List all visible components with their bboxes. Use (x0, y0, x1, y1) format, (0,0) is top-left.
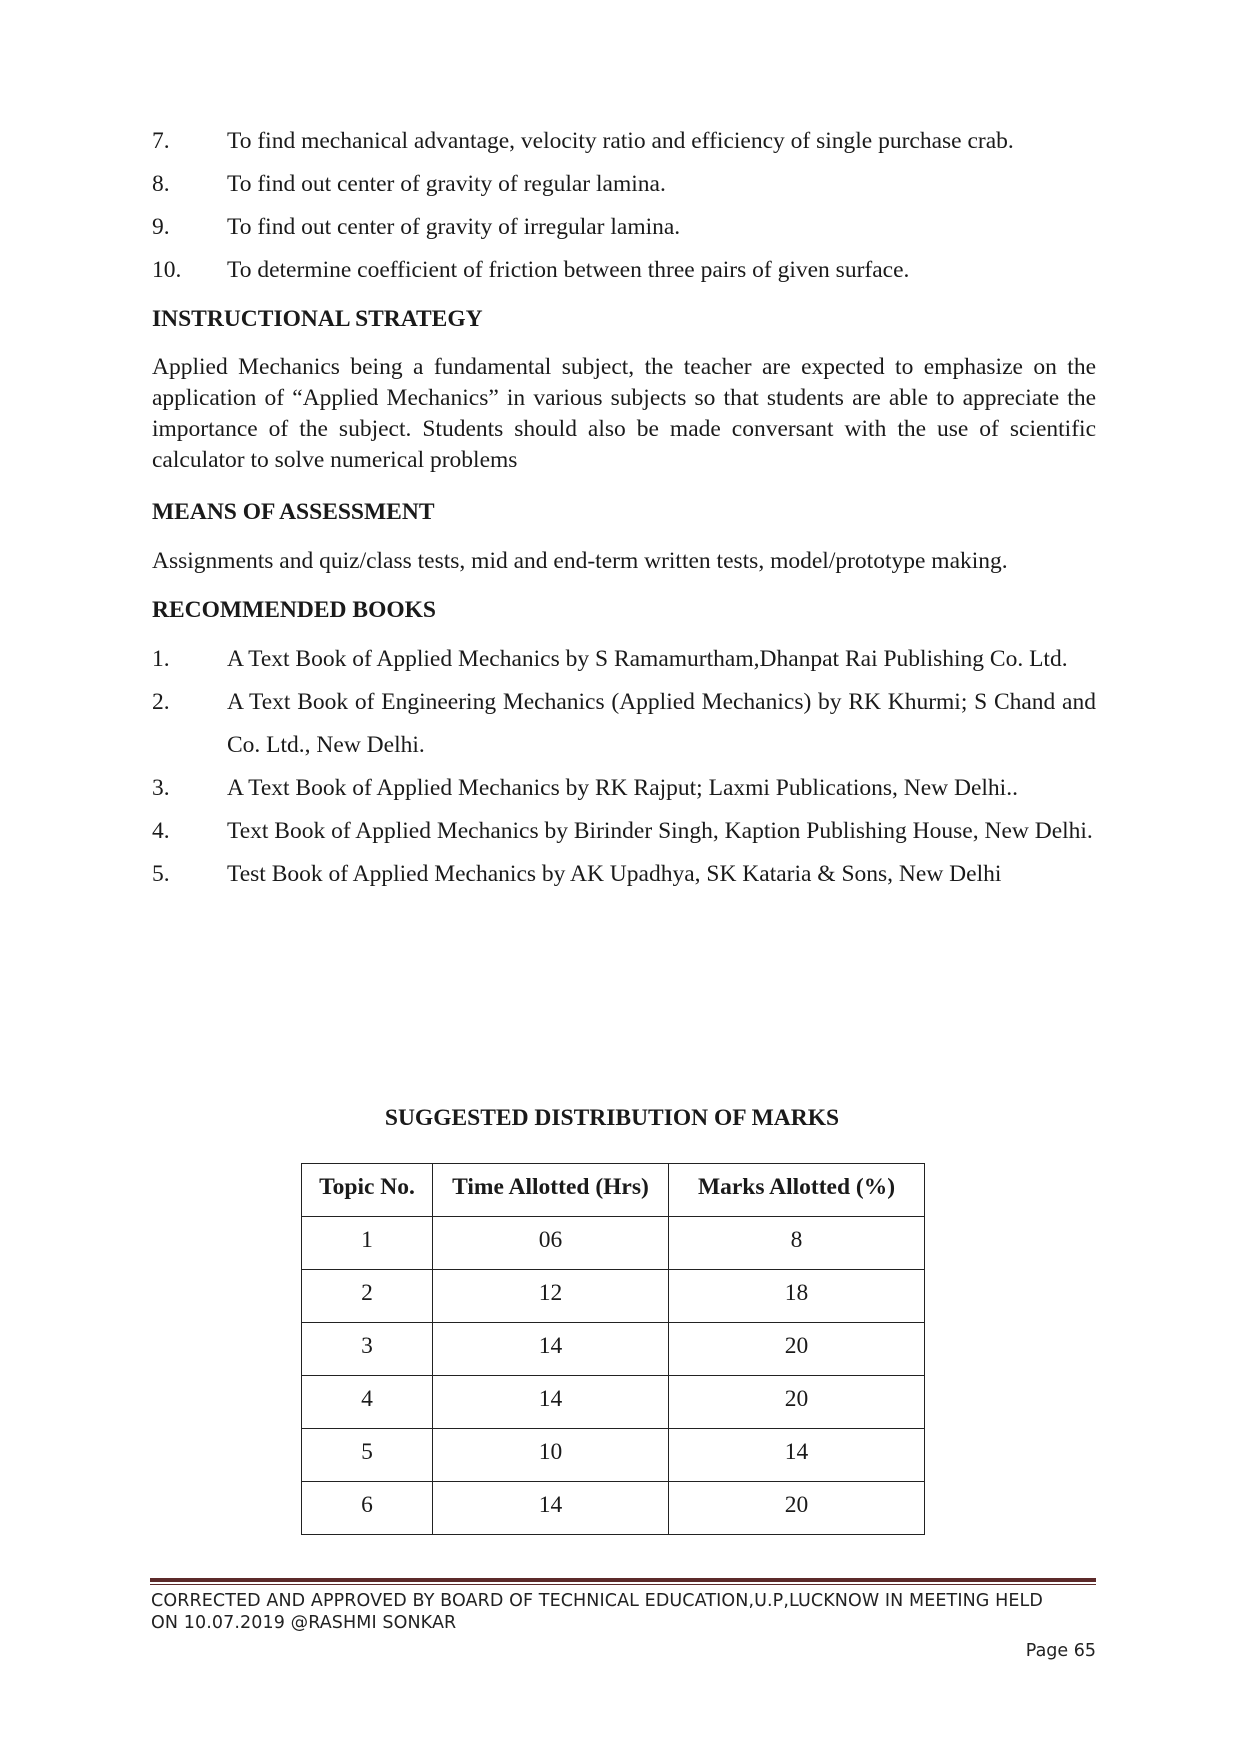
cell-time: 12 (433, 1270, 669, 1323)
footer-line-2: ON 10.07.2019 @RASHMI SONKAR (151, 1613, 457, 1633)
list-item (152, 681, 1096, 767)
cell-marks: 18 (669, 1270, 925, 1323)
cell-topic: 5 (302, 1429, 433, 1482)
cell-marks: 20 (669, 1376, 925, 1429)
list-number: 5. (152, 861, 170, 887)
list-number: 2. (152, 689, 170, 715)
header-time-allotted: Time Allotted (Hrs) (433, 1164, 669, 1217)
marks-distribution-table (301, 1163, 925, 1535)
document-page (152, 120, 1096, 896)
table-row (302, 1429, 925, 1482)
recommended-books-list (152, 638, 1096, 896)
page-number: Page 65 (1025, 1641, 1096, 1661)
list-item (152, 120, 1096, 163)
footer-line-1: CORRECTED AND APPROVED BY BOARD OF TECHNICAL EDUCATION,U.P,LUCKNOW IN MEETING HELD (151, 1591, 1043, 1611)
list-item (152, 206, 1096, 249)
cell-time: 14 (433, 1323, 669, 1376)
list-item (152, 767, 1096, 810)
header-topic-no: Topic No. (302, 1164, 433, 1217)
list-number: 8. (152, 171, 170, 197)
recommended-books-heading: RECOMMENDED BOOKS (152, 597, 436, 623)
list-text: To determine coefficient of friction between three pairs of given surface. (227, 257, 910, 283)
table-header-row (302, 1164, 925, 1217)
list-item (152, 638, 1096, 681)
cell-time: 14 (433, 1482, 669, 1535)
cell-time: 14 (433, 1376, 669, 1429)
list-text: To find out center of gravity of regular lamina. (227, 171, 666, 197)
list-text: A Text Book of Applied Mechanics by S Ramamurtham,Dhanpat Rai Publishing Co. Ltd. (227, 646, 1068, 672)
cell-time: 10 (433, 1429, 669, 1482)
list-text: To find mechanical advantage, velocity ratio and efficiency of single purchase crab. (227, 128, 1014, 154)
cell-marks: 8 (669, 1217, 925, 1270)
list-number: 9. (152, 214, 170, 240)
list-number: 7. (152, 128, 170, 154)
table-row (302, 1323, 925, 1376)
table-row (302, 1270, 925, 1323)
instructional-strategy-text: Applied Mechanics being a fundamental subject, the teacher are expected to emphasize on the application of “Applied Mechanics” in various subjects so that students are able to appreciate the importance of the subject. Students should also be made conversant with the use of scientific calculator to solve numerical problems (152, 354, 1096, 473)
means-of-assessment-text: Assignments and quiz/class tests, mid and end-term written tests, model/prototype making. (152, 548, 1008, 574)
footer-approval-note (151, 1590, 1097, 1634)
marks-table-title: SUGGESTED DISTRIBUTION OF MARKS (384, 1105, 840, 1131)
footer-divider (150, 1578, 1096, 1582)
list-number: 4. (152, 818, 170, 844)
instructional-strategy-heading: INSTRUCTIONAL STRATEGY (152, 306, 483, 332)
header-marks-allotted: Marks Allotted (%) (669, 1164, 925, 1217)
cell-topic: 4 (302, 1376, 433, 1429)
list-text: To find out center of gravity of irregular lamina. (227, 214, 681, 240)
list-text: A Text Book of Engineering Mechanics (Applied Mechanics) by RK Khurmi; S Chand and Co. Ltd., New Delhi. (227, 689, 1096, 758)
list-text: Test Book of Applied Mechanics by AK Upadhya, SK Kataria & Sons, New Delhi (227, 861, 1002, 887)
table-row (302, 1217, 925, 1270)
list-number: 10. (152, 257, 182, 283)
list-number: 1. (152, 646, 170, 672)
list-item (152, 853, 1096, 896)
list-item (152, 249, 1096, 292)
table-row (302, 1376, 925, 1429)
cell-time: 06 (433, 1217, 669, 1270)
cell-topic: 1 (302, 1217, 433, 1270)
cell-marks: 20 (669, 1323, 925, 1376)
means-of-assessment-heading: MEANS OF ASSESSMENT (152, 499, 435, 525)
list-text: A Text Book of Applied Mechanics by RK Rajput; Laxmi Publications, New Delhi.. (227, 775, 1018, 801)
list-number: 3. (152, 775, 170, 801)
footer-divider-thin (150, 1584, 1096, 1585)
practicals-list (152, 120, 1096, 292)
cell-topic: 6 (302, 1482, 433, 1535)
cell-marks: 20 (669, 1482, 925, 1535)
table-row (302, 1482, 925, 1535)
list-item (152, 810, 1096, 853)
cell-topic: 2 (302, 1270, 433, 1323)
list-text: Text Book of Applied Mechanics by Birinder Singh, Kaption Publishing House, New Delhi. (227, 818, 1093, 844)
cell-marks: 14 (669, 1429, 925, 1482)
list-item (152, 163, 1096, 206)
cell-topic: 3 (302, 1323, 433, 1376)
